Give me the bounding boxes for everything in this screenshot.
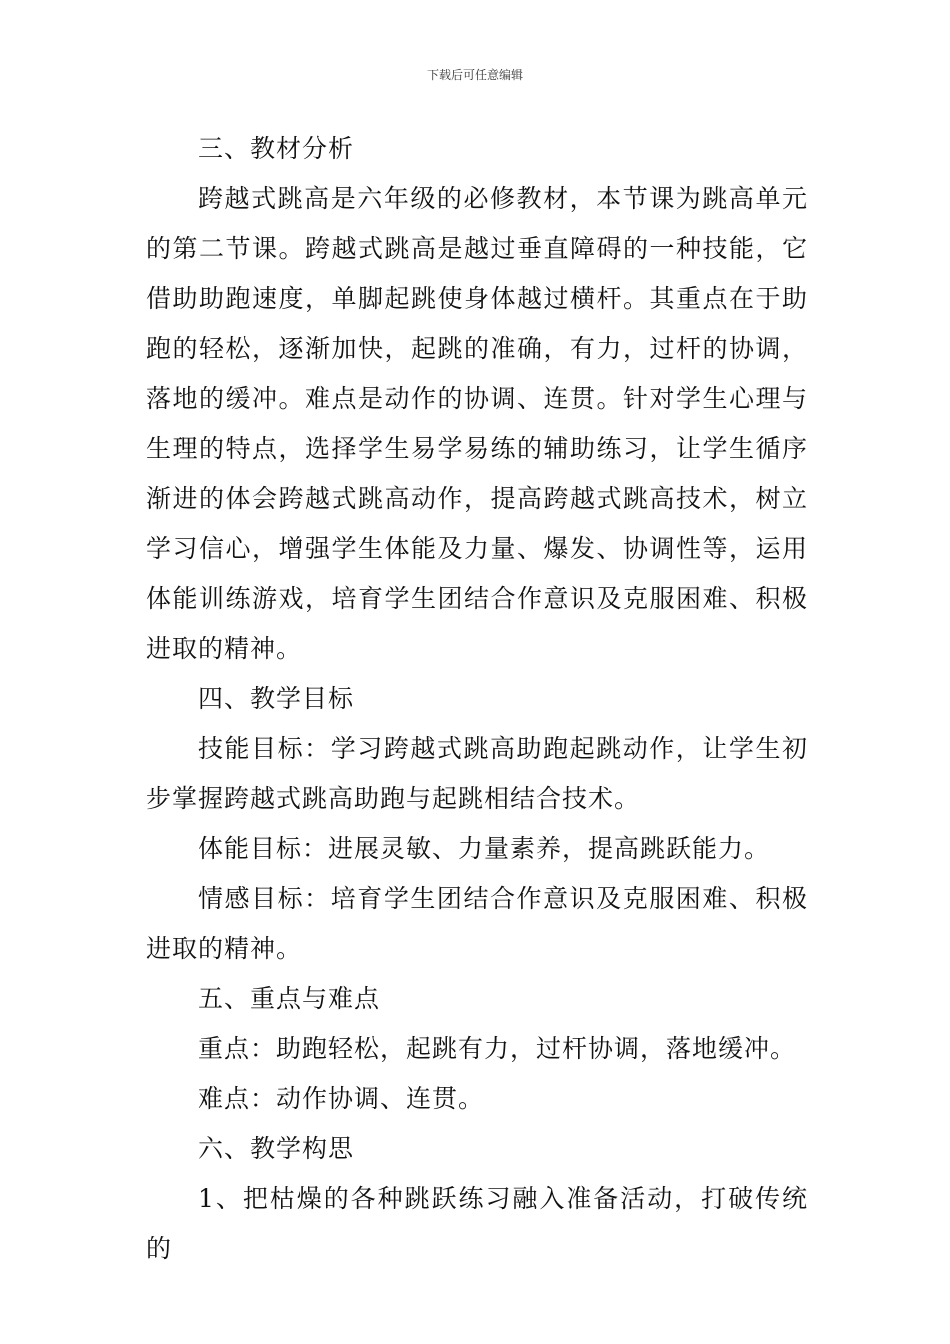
paragraph-fitness-objective: 体能目标：进展灵敏、力量素养，提高跳跃能力。 [198, 834, 771, 863]
paragraph-emotion-objective: 情感目标：培育学生团结合作意识及克服困难、积极进取的精神。 [146, 884, 808, 963]
paragraph-difficulty: 难点：动作协调、连贯。 [198, 1084, 485, 1113]
paragraph-teaching-design-1: 1、把枯燥的各种跳跃练习融入准备活动，打破传统的 [146, 1184, 808, 1263]
section-heading-objectives: 四、教学目标 [198, 684, 355, 713]
paragraph-skill-objective: 技能目标：学习跨越式跳高助跑起跳动作，让学生初步掌握跨越式跳高助跑与起跳相结合技术。 [146, 734, 808, 813]
page-header: 下载后可任意编辑 [426, 68, 523, 82]
paragraph-key-point: 重点：助跑轻松，起跳有力，过杆协调，落地缓冲。 [198, 1034, 797, 1063]
section-heading-materials: 三、教材分析 [198, 134, 355, 163]
paragraph-materials-analysis: 跨越式跳高是六年级的必修教材，本节课为跳高单元的第二节课。跨越式跳高是越过垂直障碍的一种技能，它借助助跑速度，单脚起跳使身体越过横杆。其重点在于助跑的轻松，逐渐加快，起跳的准确，有力，过杆的协调，落地的缓冲。难点是动作的协调、连贯。针对学生心理与生理的特点，选择学生易学易练的辅助练习，让学生循序渐进的体会跨越式跳高动作，提高跨越式跳高技术，树立学习信心，增强学生体能及力量、爆发、协调性等，运用体能训练游戏，培育学生团结合作意识及克服困难、积极进取的精神。 [146, 184, 808, 663]
section-heading-teaching-design: 六、教学构思 [198, 1134, 355, 1163]
section-heading-key-points: 五、重点与难点 [198, 984, 381, 1013]
document-body [146, 124, 808, 1274]
